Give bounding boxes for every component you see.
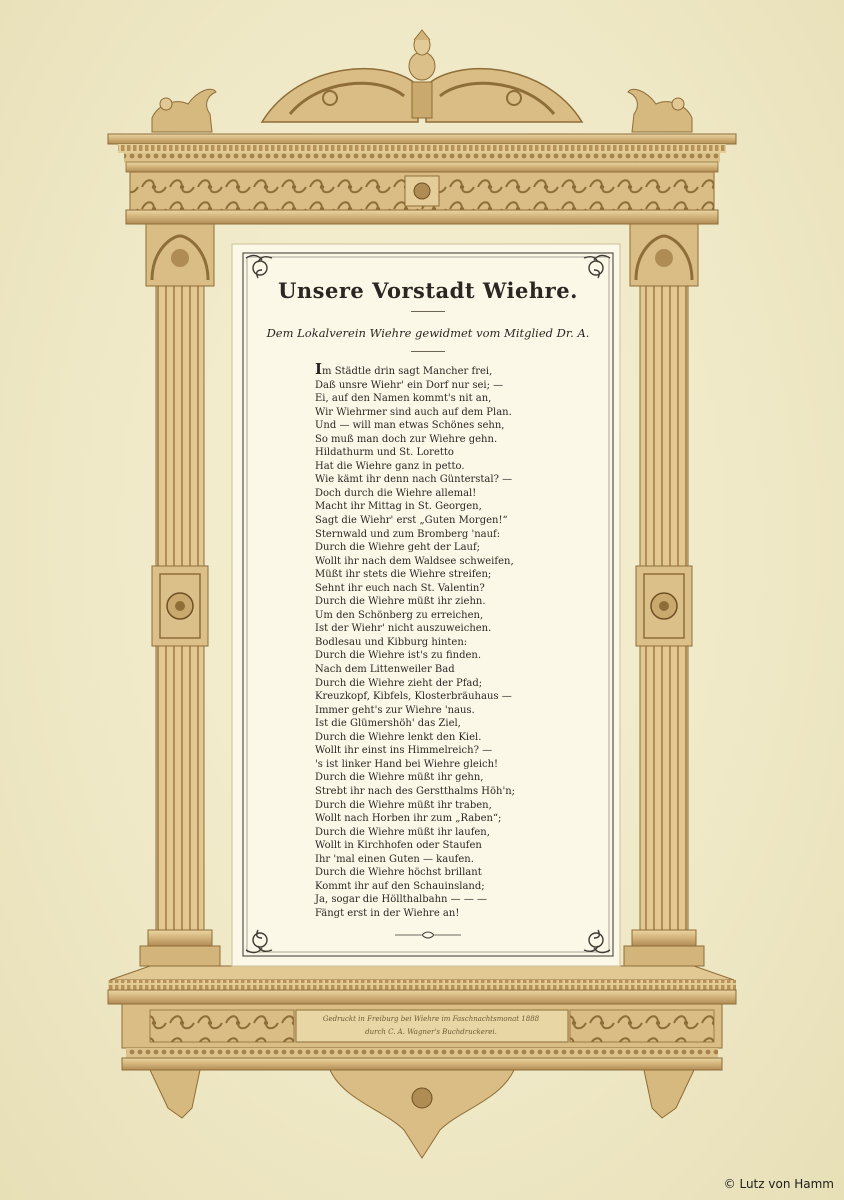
sphinx-icon <box>152 89 216 132</box>
poem-line: Doch durch die Wiehre allemal! <box>315 487 477 499</box>
poem-line: Hildathurm und St. Loretto <box>315 447 454 459</box>
poem-line: So muß man doch zur Wiehre gehn. <box>315 433 498 445</box>
sphinx-icon <box>628 89 692 132</box>
poem-line: Sternwald und zum Bromberg 'nauf: <box>315 528 501 540</box>
poem-line: Ja, sogar die Höllthalbahn — — — <box>315 894 488 906</box>
poem-line: Daß unsre Wiehr' ein Dorf nur sei; — <box>315 379 504 391</box>
poem-line: Und — will man etwas Schönes sehn, <box>315 420 505 432</box>
poem-line: Kreuzkopf, Kibfels, Klosterbräuhaus — <box>315 691 512 703</box>
rosette-icon <box>651 593 677 619</box>
drop-cap: I <box>315 360 323 378</box>
printer-imprint <box>298 1013 564 1039</box>
poem-line: Immer geht's zur Wiehre 'naus. <box>315 704 475 716</box>
poem-line: Macht ihr Mittag in St. Georgen, <box>315 501 482 513</box>
poem-line: Wollt nach Horben ihr zum „Raben“; <box>315 813 502 825</box>
poem-line: Wir Wiehrmer sind auch auf dem Plan. <box>315 406 512 418</box>
poem-line: Durch die Wiehre müßt ihr traben, <box>315 799 492 811</box>
poem-line: Ei, auf den Namen kommt's nit an, <box>315 393 492 405</box>
title-divider <box>411 311 445 312</box>
imprint-line-1: Gedruckt in Freiburg bei Wiehre im Faschnachtsmonat 1888 <box>322 1015 540 1023</box>
poem-line: Durch die Wiehre müßt ihr ziehn. <box>315 596 486 608</box>
poem-line: Wollt ihr nach dem Waldsee schweifen, <box>315 555 514 567</box>
poem-line: Durch die Wiehre geht der Lauf; <box>315 542 481 554</box>
poem-line: Müßt ihr stets die Wiehre streifen; <box>315 569 492 581</box>
copyright-notice: © Lutz von Hamm <box>723 1177 834 1191</box>
poem-line: Ist der Wiehr' nicht auszuweichen. <box>315 623 492 635</box>
poem-verses <box>315 360 605 920</box>
fleuron-icon <box>395 930 461 940</box>
poem-line: Durch die Wiehre höchst brillant <box>315 867 482 879</box>
poem-line: Wollt ihr einst ins Himmelreich? — <box>315 745 493 757</box>
poem-line: Durch die Wiehre lenkt den Kiel. <box>315 731 482 743</box>
base-entablature <box>108 966 736 1158</box>
poem-line: Nach dem Littenweiler Bad <box>315 664 455 676</box>
poem-line: Hat die Wiehre ganz in petto. <box>315 460 465 472</box>
imprint-line-2: durch C. A. Wagner's Buchdruckerei. <box>365 1028 497 1036</box>
poem-line: Ihr 'mal einen Guten — kaufen. <box>315 853 474 865</box>
dedication: Dem Lokalverein Wiehre gewidmet vom Mitglied Dr. A. <box>266 326 590 340</box>
poem-line: Im Städtle drin sagt Mancher frei, <box>315 360 493 378</box>
poem-line: Sagt die Wiehr' erst „Guten Morgen!“ <box>315 515 508 527</box>
poem-line: Wie kämt ihr denn nach Günterstal? — <box>315 474 513 486</box>
poem-line: Ist die Glümershöh' das Ziel, <box>315 718 461 730</box>
left-column <box>140 224 220 966</box>
poem-line: Durch die Wiehre müßt ihr laufen, <box>315 826 490 838</box>
poem-line: Durch die Wiehre zieht der Pfad; <box>315 677 483 689</box>
right-column <box>624 224 704 966</box>
poem-line: Um den Schönberg zu erreichen, <box>315 609 484 621</box>
poem-panel <box>243 253 613 956</box>
poem-line: Durch die Wiehre ist's zu finden. <box>315 650 482 662</box>
poem-line: Bodlesau und Kibburg hinten: <box>315 636 468 648</box>
poem-line: Wollt in Kirchhofen oder Staufen <box>315 840 482 852</box>
poem-line: Strebt ihr nach des Gerstthalms Höh'n; <box>315 785 516 797</box>
dedication-divider <box>411 351 445 352</box>
poem-line: Fängt erst in der Wiehre an! <box>315 907 460 919</box>
rosette-icon <box>167 593 193 619</box>
poem-line: 's ist linker Hand bei Wiehre gleich! <box>315 758 499 770</box>
poem-line: Kommt ihr auf den Schauinsland; <box>315 880 485 892</box>
poem-line: Durch die Wiehre müßt ihr gehn, <box>315 772 484 784</box>
poem-title: Unsere Vorstadt Wiehre. <box>278 278 578 303</box>
bust-icon <box>409 30 435 118</box>
poem-line: Sehnt ihr euch nach St. Valentin? <box>315 582 485 594</box>
